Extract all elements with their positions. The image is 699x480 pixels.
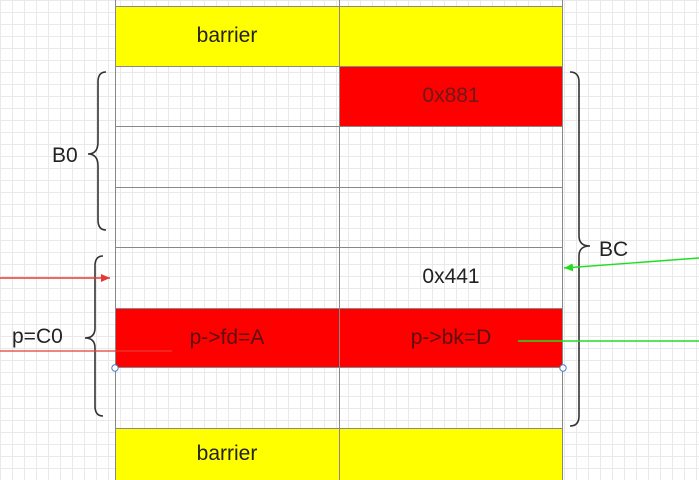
size-value-881: 0x881	[422, 84, 480, 107]
c0-brace	[85, 256, 103, 416]
bk-pointer-label: p->bk=D	[410, 326, 492, 349]
bc-label: BC	[599, 238, 629, 261]
size-value-441: 0x441	[422, 265, 480, 288]
selection-handle	[112, 365, 118, 371]
selection-handle	[560, 365, 566, 371]
green-arrow	[564, 258, 699, 268]
c0-label: p=C0	[12, 325, 63, 348]
b0-brace	[88, 72, 106, 230]
top-barrier-label: barrier	[196, 24, 258, 47]
fd-pointer-label: p->fd=A	[189, 326, 265, 349]
bottom-barrier-label: barrier	[196, 442, 258, 465]
bc-brace	[570, 72, 590, 426]
b0-label: B0	[52, 144, 78, 167]
